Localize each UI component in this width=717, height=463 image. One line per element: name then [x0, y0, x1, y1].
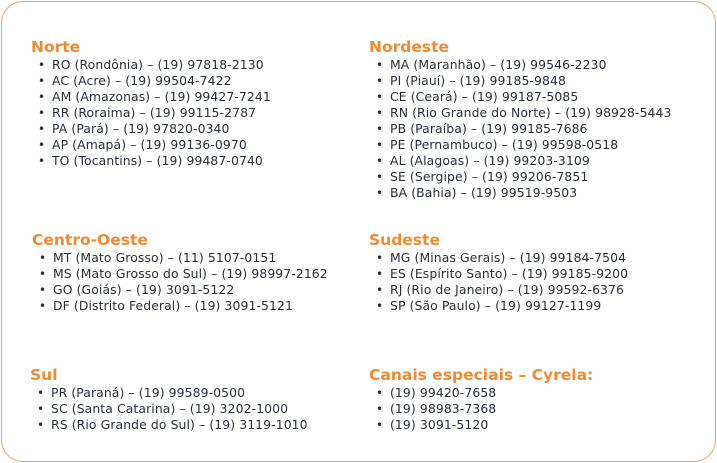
region-nordeste	[369, 38, 672, 201]
list-item: • GO (Goiás) – (19) 3091-5122	[38, 282, 328, 298]
list-item: • AC (Acre) – (19) 99504-7422	[37, 73, 271, 89]
region-sudeste	[369, 231, 628, 314]
list-item: • PR (Paraná) – (19) 99589-0500	[36, 385, 308, 401]
list-item: • RS (Rio Grande do Sul) – (19) 3119-1010	[36, 417, 308, 433]
region-centro-oeste	[32, 231, 328, 314]
list-item: • PI (Piauí) – (19) 99185-9848	[375, 73, 672, 89]
list-item: • PE (Pernambuco) – (19) 99598-0518	[375, 137, 672, 153]
list-item: • ES (Espírito Santo) – (19) 99185-9200	[375, 266, 628, 282]
list-item: • MG (Minas Gerais) – (19) 99184-7504	[375, 250, 628, 266]
list-item: • MT (Mato Grosso) – (11) 5107-0151	[38, 250, 328, 266]
region-title: Nordeste	[369, 38, 450, 56]
list-item: • (19) 3091-5120	[375, 417, 593, 433]
phone-list	[30, 385, 308, 433]
list-item: • CE (Ceará) – (19) 99187-5085	[375, 89, 672, 105]
list-item: • (19) 98983-7368	[375, 401, 593, 417]
list-item: • PA (Pará) – (19) 97820-0340	[37, 121, 271, 137]
list-item: • AP (Amapá) – (19) 99136-0970	[37, 137, 271, 153]
list-item: • PB (Paraíba) – (19) 99185-7686	[375, 121, 672, 137]
phone-list	[369, 250, 628, 314]
list-item: • BA (Bahia) – (19) 99519-9503	[375, 185, 672, 201]
list-item: • MA (Maranhão) – (19) 99546-2230	[375, 57, 672, 73]
phone-list	[369, 385, 593, 433]
list-item: • TO (Tocantins) – (19) 99487-0740	[37, 153, 271, 169]
list-item: • MS (Mato Grosso do Sul) – (19) 98997-2162	[38, 266, 328, 282]
list-item: • RR (Roraima) – (19) 99115-2787	[37, 105, 271, 121]
region-title: Canais especiais – Cyrela:	[369, 366, 594, 384]
region-canais-especiais	[369, 366, 593, 433]
list-item: • DF (Distrito Federal) – (19) 3091-5121	[38, 298, 328, 314]
list-item: • RN (Rio Grande do Norte) – (19) 98928-5443	[375, 105, 672, 121]
region-sul	[30, 366, 308, 433]
region-title: Centro-Oeste	[32, 231, 148, 249]
region-title: Norte	[31, 38, 81, 56]
phone-list	[31, 57, 271, 169]
list-item: • SC (Santa Catarina) – (19) 3202-1000	[36, 401, 308, 417]
list-item: • (19) 99420-7658	[375, 385, 593, 401]
phone-list	[32, 250, 328, 314]
region-title: Sudeste	[369, 231, 440, 249]
phone-list	[369, 57, 672, 201]
list-item: • RJ (Rio de Janeiro) – (19) 99592-6376	[375, 282, 628, 298]
list-item: • RO (Rondônia) – (19) 97818-2130	[37, 57, 271, 73]
list-item: • SP (São Paulo) – (19) 99127-1199	[375, 298, 628, 314]
list-item: • AM (Amazonas) – (19) 99427-7241	[37, 89, 271, 105]
contacts-card	[1, 1, 716, 462]
list-item: • AL (Alagoas) – (19) 99203-3109	[375, 153, 672, 169]
region-title: Sul	[30, 366, 58, 384]
region-norte	[31, 38, 271, 169]
list-item: • SE (Sergipe) – (19) 99206-7851	[375, 169, 672, 185]
